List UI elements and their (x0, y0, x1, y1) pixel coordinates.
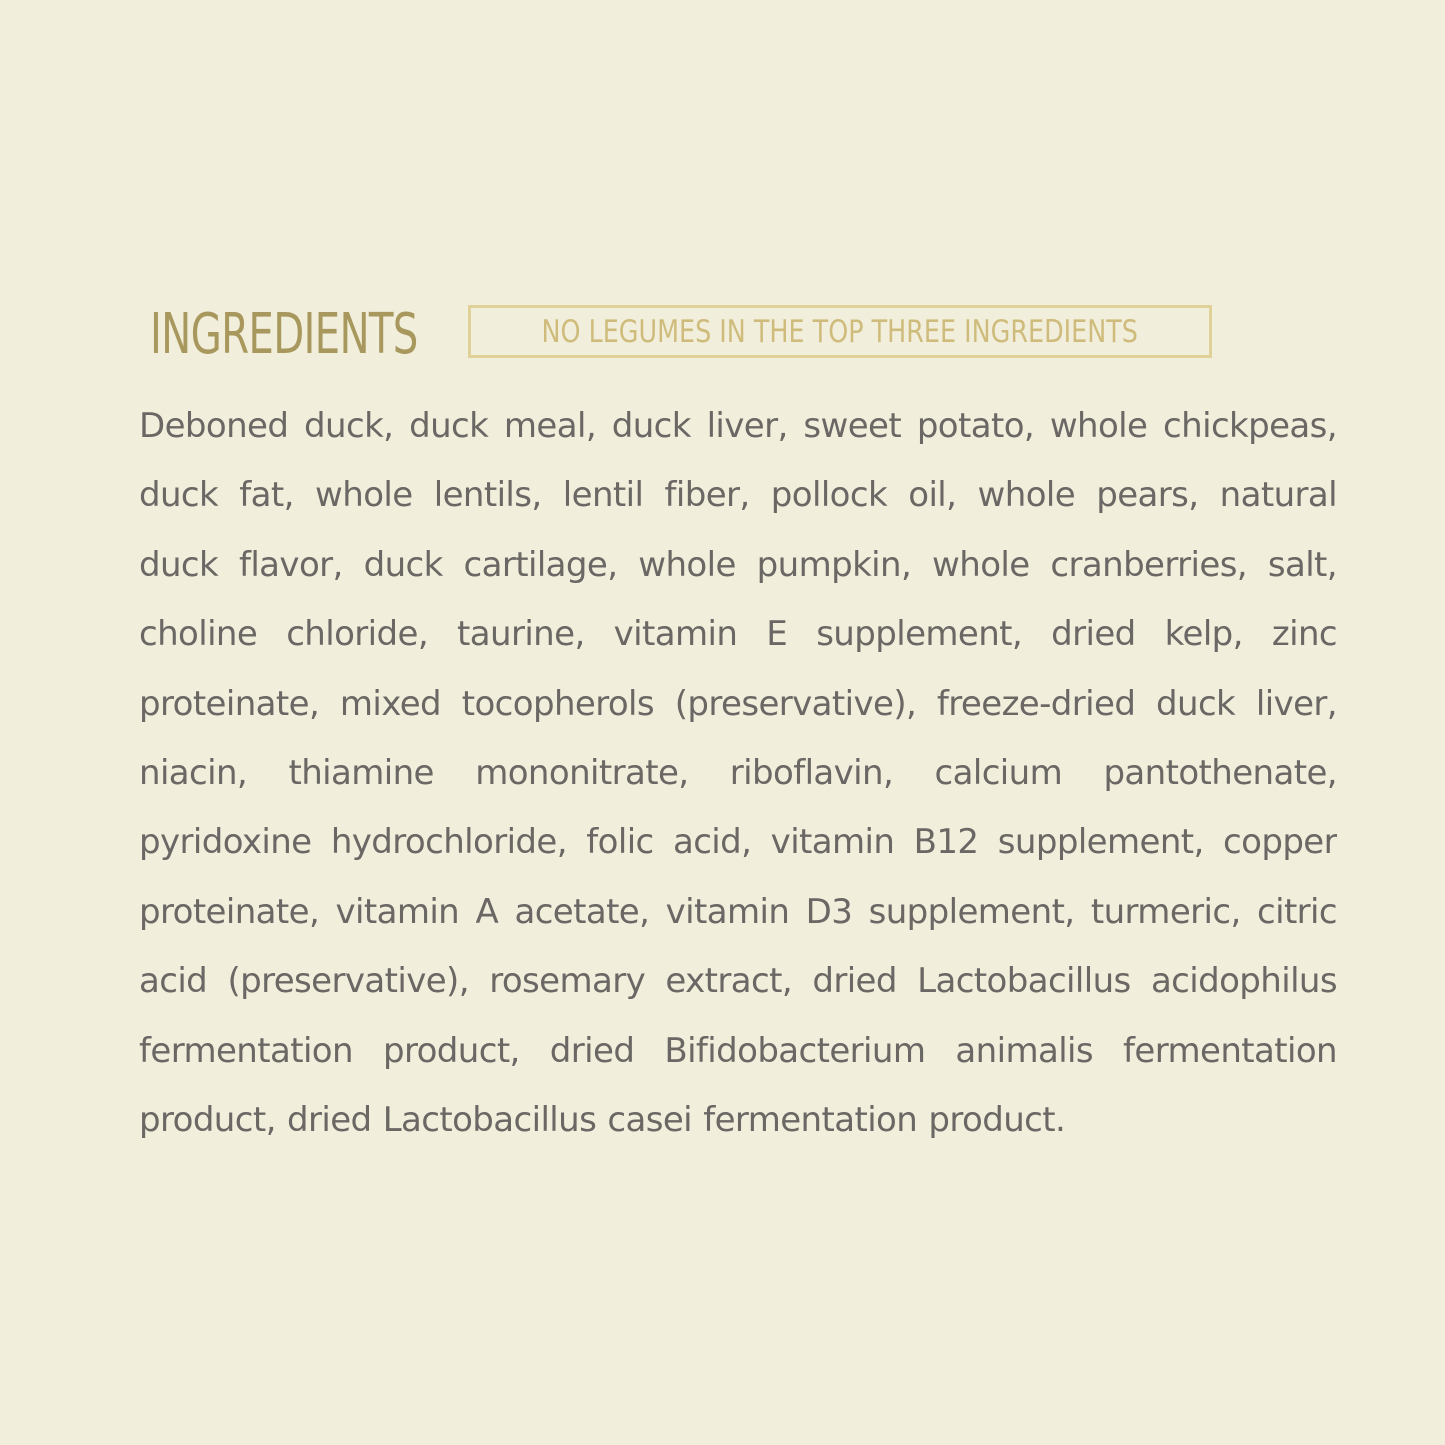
page-title: INGREDIENTS (150, 302, 418, 367)
ingredient-line (139, 878, 1337, 947)
ingredient-line (139, 808, 1337, 877)
ingredient-line (139, 739, 1337, 808)
no-legumes-badge (468, 305, 1212, 358)
ingredient-line-text: Deboned duck, duck meal, duck liver, sweet potato, whole chickpeas, (139, 406, 1337, 446)
badge-label: NO LEGUMES IN THE TOP THREE INGREDIENTS (541, 313, 1139, 350)
ingredient-line (139, 531, 1337, 600)
header (150, 300, 522, 370)
ingredient-line-text: duck flavor, duck cartilage, whole pumpkin, whole cranberries, salt, (139, 544, 1337, 585)
ingredient-line-text: niacin, thiamine mononitrate, riboflavin, calcium pantothenate, (139, 752, 1337, 793)
ingredient-line (139, 461, 1337, 530)
ingredient-line (139, 670, 1337, 739)
ingredient-line (139, 947, 1337, 1016)
ingredient-line (139, 392, 1337, 461)
ingredients-list (139, 392, 1337, 1155)
ingredient-line-text: acid (preservative), rosemary extract, dried Lactobacillus acidophilus (139, 961, 1337, 1002)
ingredient-line-text: pyridoxine hydrochloride, folic acid, vitamin B12 supplement, copper (139, 822, 1337, 863)
ingredient-line-text: proteinate, mixed tocopherols (preservative), freeze-dried duck liver, (139, 683, 1337, 724)
ingredient-line-text: proteinate, vitamin A acetate, vitamin D3 supplement, turmeric, citric (139, 891, 1337, 932)
ingredient-line-text: product, dried Lactobacillus casei fermentation product. (139, 1099, 1066, 1140)
ingredient-line-text: fermentation product, dried Bifidobacterium animalis fermentation (139, 1030, 1337, 1071)
ingredient-line-text: choline chloride, taurine, vitamin E supplement, dried kelp, zinc (139, 614, 1337, 655)
ingredient-line (139, 1017, 1337, 1086)
ingredient-line-text: duck fat, whole lentils, lentil fiber, pollock oil, whole pears, natural (139, 475, 1337, 516)
ingredient-line (139, 1086, 1337, 1155)
ingredient-line (139, 600, 1337, 669)
